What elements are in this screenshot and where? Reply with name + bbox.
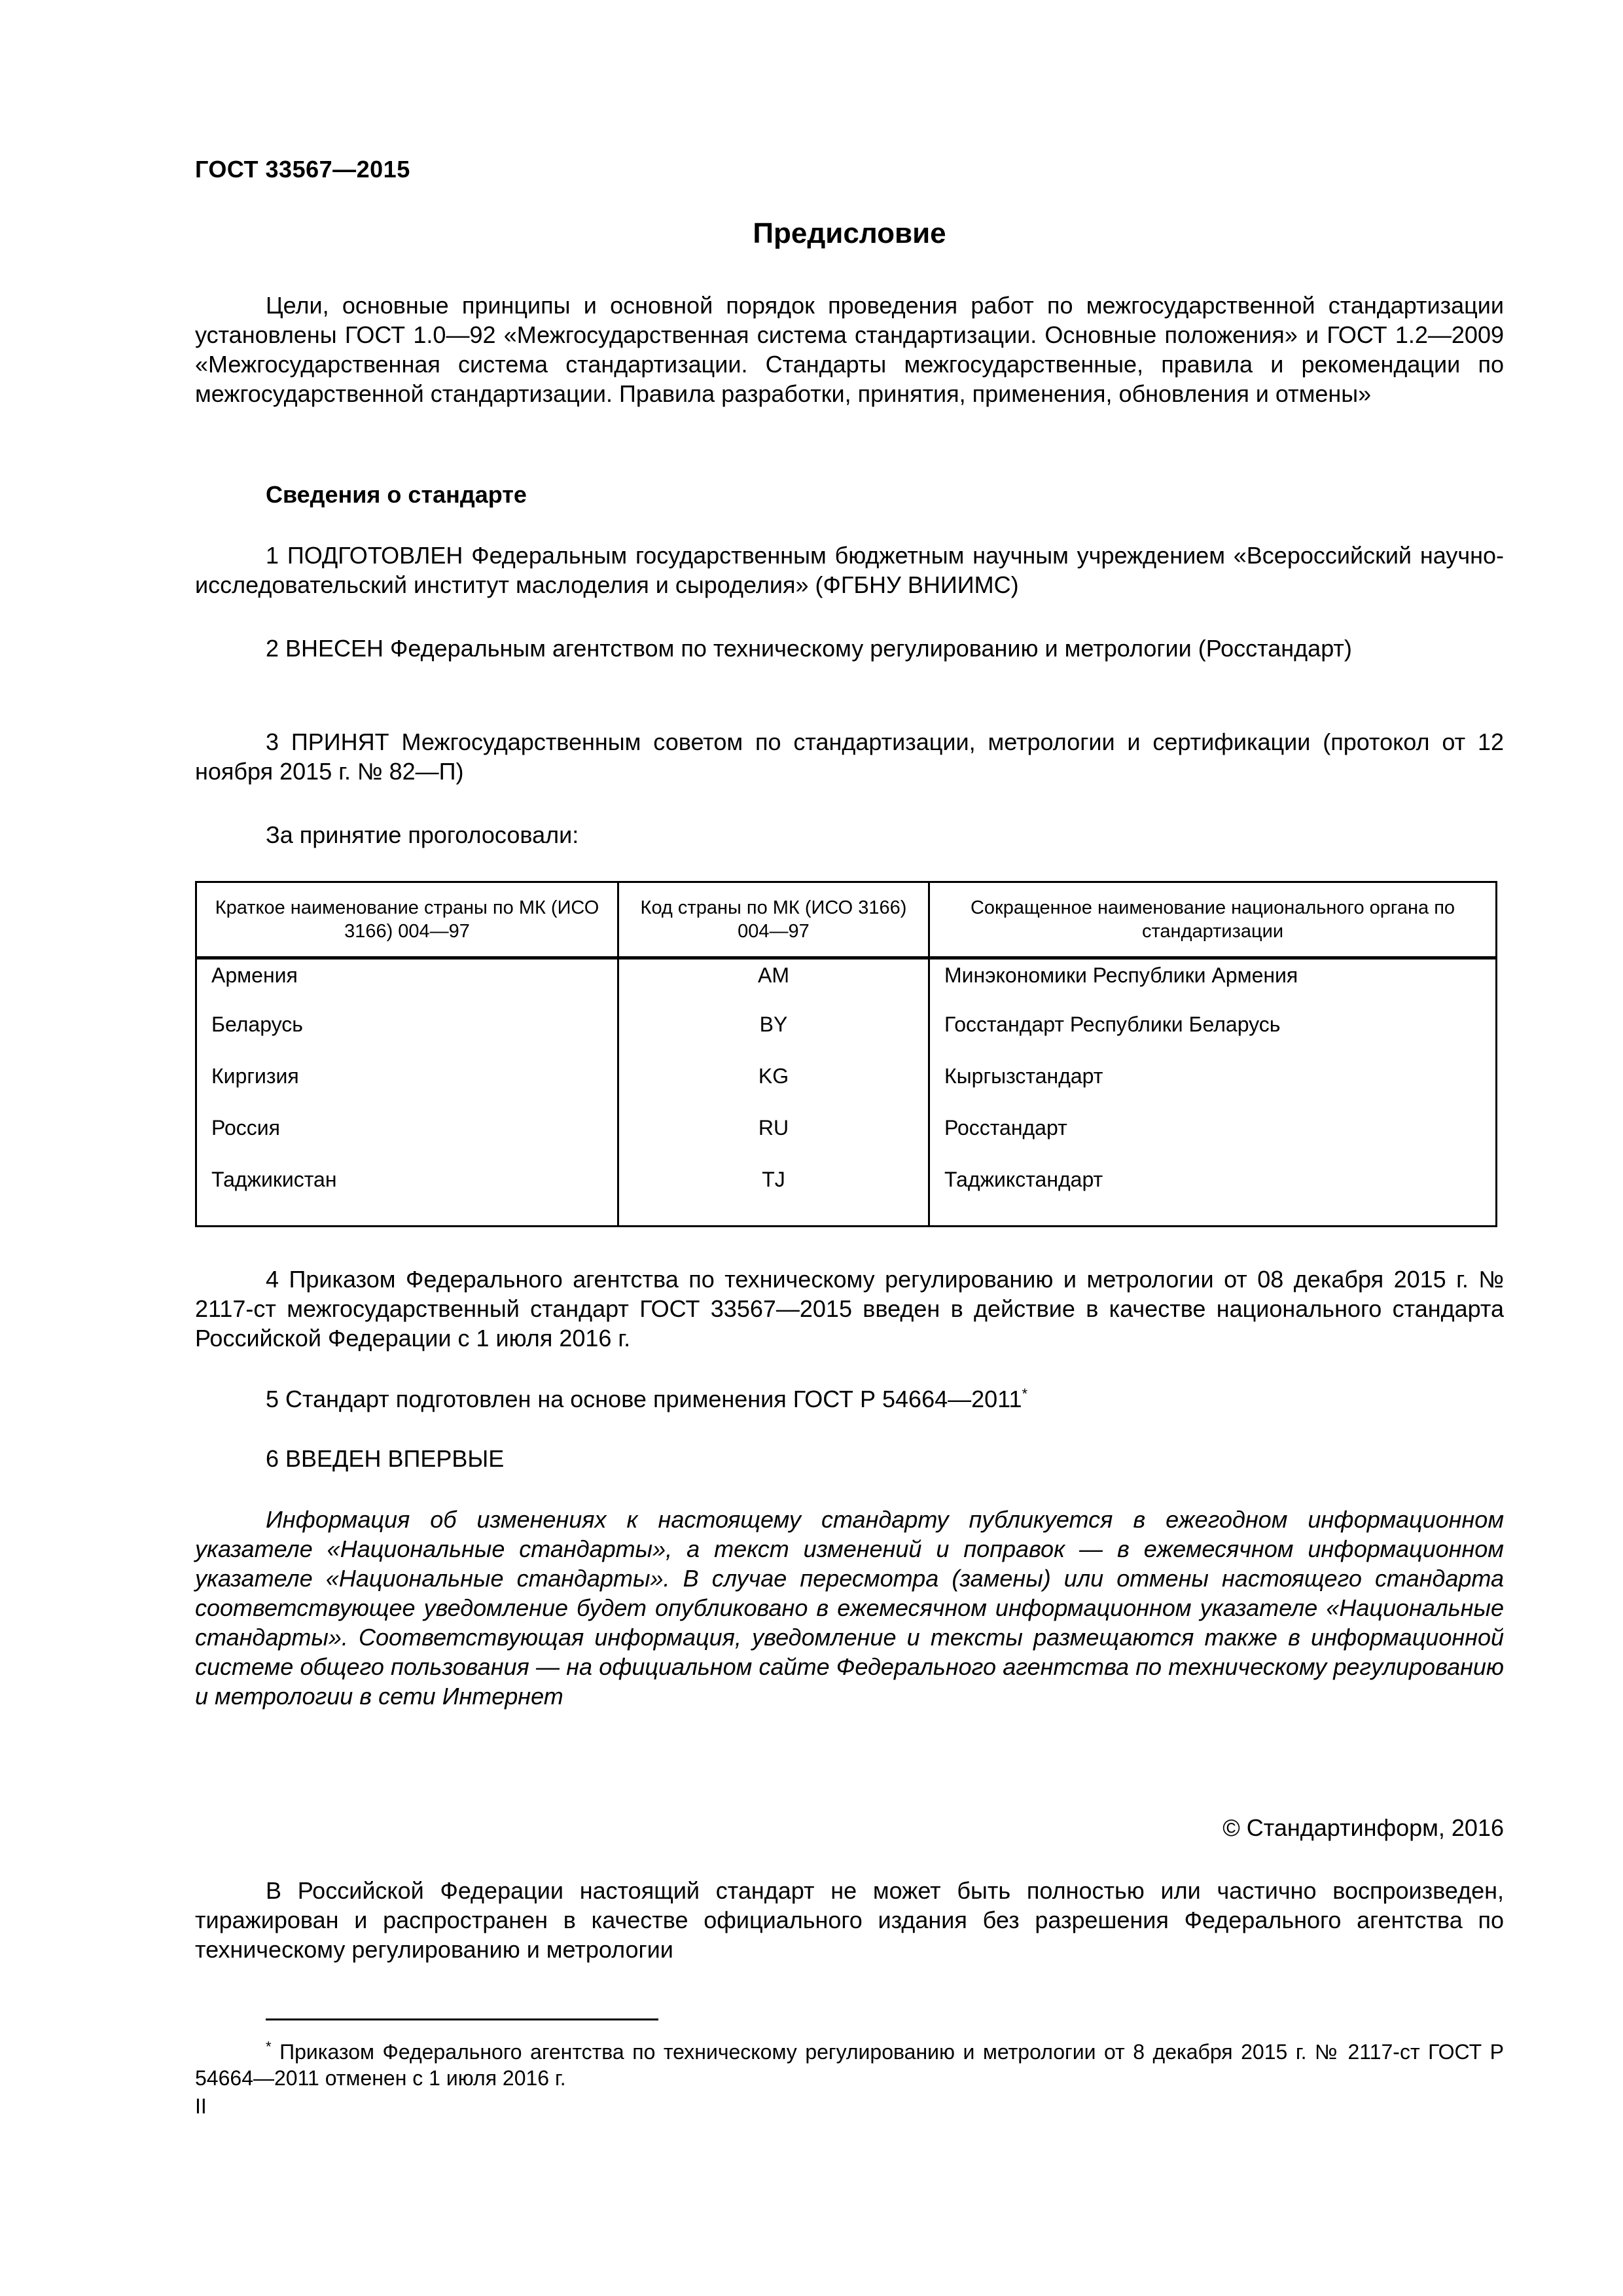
standards-body: Росстандарт — [929, 1115, 1497, 1166]
table-row — [196, 1011, 1497, 1063]
header-country-code: Код страны по МК (ИСО 3166) 004—97 — [618, 882, 929, 958]
intro-paragraph: Цели, основные принципы и основной порядок проведения работ по межгосударственной стандартизации установлены ГОСТ 1.0—92 «Межгосударственная система стандартизации. Основные положения» и ГОСТ 1.2—2009 «Межгосударственная система стандартизации. Стандарты межгосударственные, правила и рекомендации по межгосударственной стандартизации. Правила разработки, принятия, применения, обновления и отмены» — [195, 292, 1504, 407]
country-name: Киргизия — [196, 1063, 618, 1115]
country-code: BY — [618, 1011, 929, 1063]
page-number: II — [195, 2094, 207, 2118]
footnote-reference: * — [1022, 1386, 1028, 1402]
table-row — [196, 1115, 1497, 1166]
item-5-basis — [195, 1384, 1504, 1414]
document-code: ГОСТ 33567—2015 — [195, 156, 410, 183]
footnote-divider — [266, 2018, 658, 2020]
standards-body: Минэкономики Республики Армения — [929, 958, 1497, 1012]
country-name: Россия — [196, 1115, 618, 1166]
item-3-adopted: 3 ПРИНЯТ Межгосударственным советом по стандартизации, метрологии и сертификации (протокол от 12 ноября 2015 г. № 82—П) — [195, 728, 1504, 785]
reproduction-restriction: В Российской Федерации настоящий стандарт не может быть полностью или частично воспроизведен, тиражирован и распространен в качестве официального издания без разрешения Федерального агентства по техническому регулированию и метрологии — [195, 1877, 1504, 1963]
item-1-prepared: 1 ПОДГОТОВЛЕН Федеральным государственным бюджетным научным учреждением «Всероссийский научно-исследовательский институт маслоделия и сыроделия» (ФГБНУ ВНИИМС) — [195, 542, 1504, 598]
table-row — [196, 1063, 1497, 1115]
item-4-enacted: 4 Приказом Федерального агентства по техническому регулированию и метрологии от 08 декабря 2015 г. № 2117-ст межгосударственный стандарт ГОСТ 33567—2015 введен в действие в качестве национального стандарта Российской Федерации с 1 июля 2016 г. — [195, 1266, 1504, 1352]
footnote-mark: * — [266, 2038, 272, 2055]
item-6-first-introduced: 6 ВВЕДЕН ВПЕРВЫЕ — [266, 1445, 505, 1472]
standards-body: Госстандарт Республики Беларусь — [929, 1011, 1497, 1063]
country-name: Беларусь — [196, 1011, 618, 1063]
table-header-row — [196, 882, 1497, 958]
footnote-text: Приказом Федерального агентства по техническому регулированию и метрологии от 8 декабря 2015 г. № 2117-ст ГОСТ Р 54664—2011 отменен с 1 июля 2016 г. — [195, 2040, 1504, 2090]
copyright: © Стандартинформ, 2016 — [1222, 1814, 1504, 1841]
info-heading: Сведения о стандарте — [266, 481, 527, 508]
table-row — [196, 958, 1497, 1012]
standards-body: Таджикстандарт — [929, 1166, 1497, 1227]
country-code: TJ — [618, 1166, 929, 1227]
page-title: Предисловие — [753, 217, 946, 249]
country-code: KG — [618, 1063, 929, 1115]
header-country-name: Краткое наименование страны по МК (ИСО 3166) 004—97 — [196, 882, 618, 958]
item-2-introduced: 2 ВНЕСЕН Федеральным агентством по техническому регулированию и метрологии (Росстандарт) — [266, 635, 1352, 662]
voted-label: За принятие проголосовали: — [266, 821, 579, 848]
country-name: Таджикистан — [196, 1166, 618, 1227]
document-page — [195, 0, 1504, 2296]
standards-body: Кыргызстандарт — [929, 1063, 1497, 1115]
voting-table — [195, 881, 1497, 1227]
country-name: Армения — [196, 958, 618, 1012]
country-code: AM — [618, 958, 929, 1012]
changes-notice: Информация об изменениях к настоящему стандарту публикуется в ежегодном информационном указателе «Национальные стандарты», а текст изменений и поправок — в ежемесячном информационном указателе «Национальные стандарты». В случае пересмотра (замены) или отмены настоящего стандарта соответствующее уведомление будет опубликовано в ежемесячном информационном указателе «Национальные стандарты». Соответствующая информация, уведомление и тексты размещаются также в информационной системе общего пользования — на официальном сайте Федерального агентства по техническому регулированию и метрологии в сети Интернет — [195, 1506, 1504, 1710]
table-row — [196, 1166, 1497, 1227]
footnote — [195, 2039, 1504, 2091]
country-code: RU — [618, 1115, 929, 1166]
header-standards-body: Сокращенное наименование национального органа по стандартизации — [929, 882, 1497, 958]
item-5-text: 5 Стандарт подготовлен на основе применения ГОСТ Р 54664—2011 — [266, 1386, 1022, 1412]
